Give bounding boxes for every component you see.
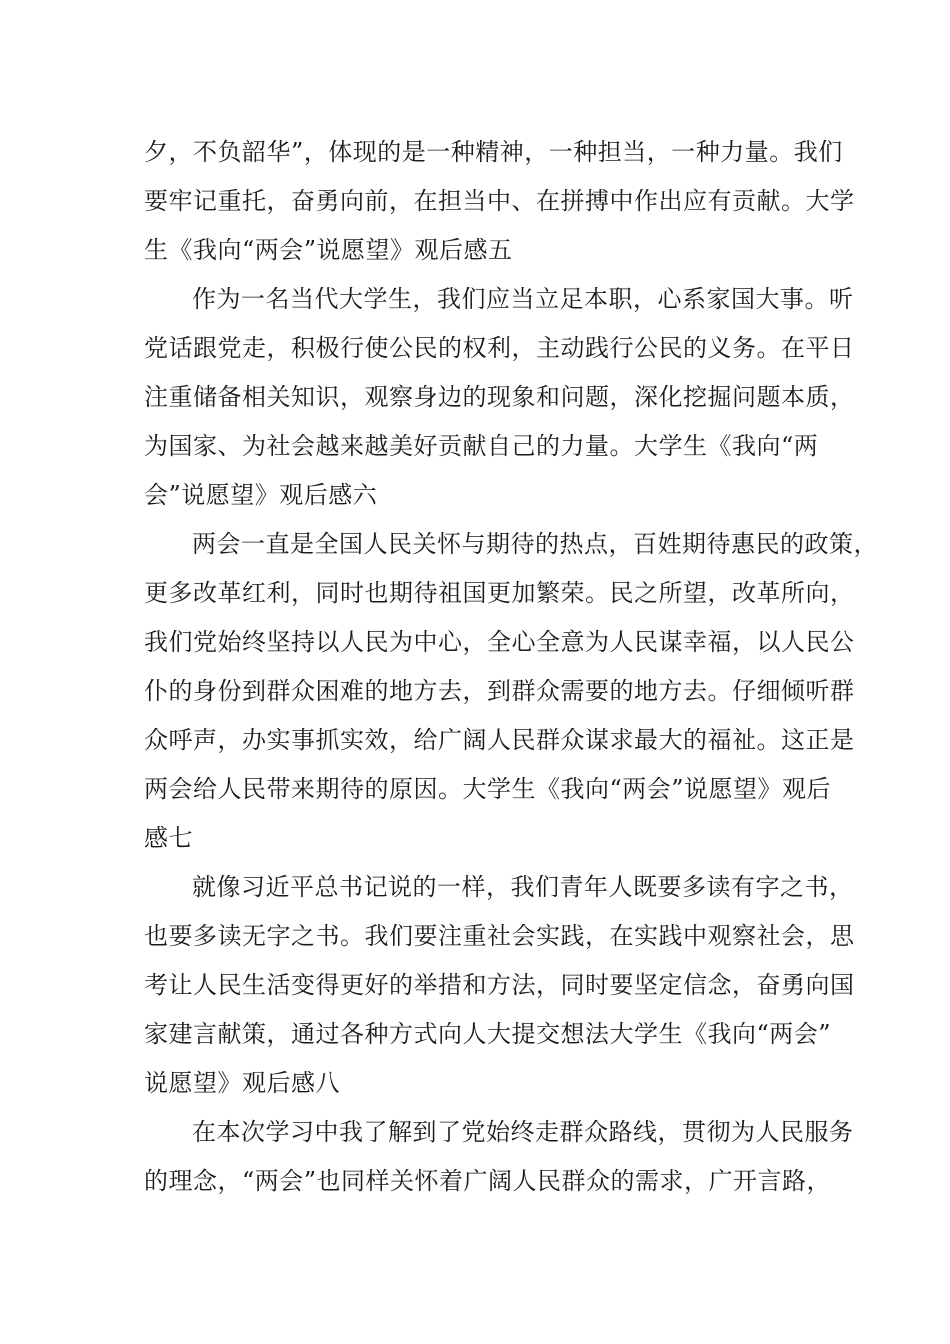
text-line: 我们党始终坚持以人民为中心，全心全意为人民谋幸福，以人民公 xyxy=(144,628,855,656)
text-line: 注重储备相关知识，观察身边的现象和问题，深化挖掘问题本质， xyxy=(144,383,855,411)
paragraph-first-line: 就像习近平总书记说的一样，我们青年人既要多读有字之书， xyxy=(192,873,854,901)
text-line: 党话跟党走，积极行使公民的权利，主动践行公民的义务。在平日 xyxy=(144,334,855,362)
text-line: 仆的身份到群众困难的地方去，到群众需要的地方去。仔细倾听群 xyxy=(144,677,855,705)
text-line: 感七 xyxy=(144,824,193,852)
text-line: 为国家、为社会越来越美好贡献自己的力量。大学生《我向“两 xyxy=(144,432,819,460)
paragraph-first-line: 作为一名当代大学生，我们应当立足本职，心系家国大事。听 xyxy=(192,285,854,313)
text-line: 说愿望》观后感八 xyxy=(144,1069,340,1097)
text-line: 要牢记重托，奋勇向前，在担当中、在拼搏中作出应有贡献。大学 xyxy=(144,187,855,215)
text-line: 众呼声，办实事抓实效，给广阔人民群众谋求最大的福祉。这正是 xyxy=(144,726,855,754)
text-line: 也要多读无字之书。我们要注重社会实践，在实践中观察社会，思 xyxy=(144,922,855,950)
paragraph-first-line: 在本次学习中我了解到了党始终走群众路线，贯彻为人民服务 xyxy=(192,1118,854,1146)
text-line: 两会给人民带来期待的原因。大学生《我向“两会”说愿望》观后 xyxy=(144,775,832,803)
text-line: 夕，不负韶华”，体现的是一种精神，一种担当，一种力量。我们 xyxy=(144,138,843,166)
text-line: 家建言献策，通过各种方式向人大提交想法大学生《我向“两会” xyxy=(144,1020,832,1048)
text-line: 更多改革红利，同时也期待祖国更加繁荣。民之所望，改革所向， xyxy=(144,579,855,607)
text-line: 会”说愿望》观后感六 xyxy=(144,481,378,509)
document-body xyxy=(144,128,878,1206)
text-line: 生《我向“两会”说愿望》观后感五 xyxy=(144,236,513,264)
paragraph-first-line: 两会一直是全国人民关怀与期待的热点，百姓期待惠民的政策， xyxy=(192,530,878,558)
text-line: 考让人民生活变得更好的举措和方法，同时要坚定信念，奋勇向国 xyxy=(144,971,855,999)
text-line: 的理念，“两会”也同样关怀着广阔人民群众的需求，广开言路， xyxy=(144,1167,832,1195)
